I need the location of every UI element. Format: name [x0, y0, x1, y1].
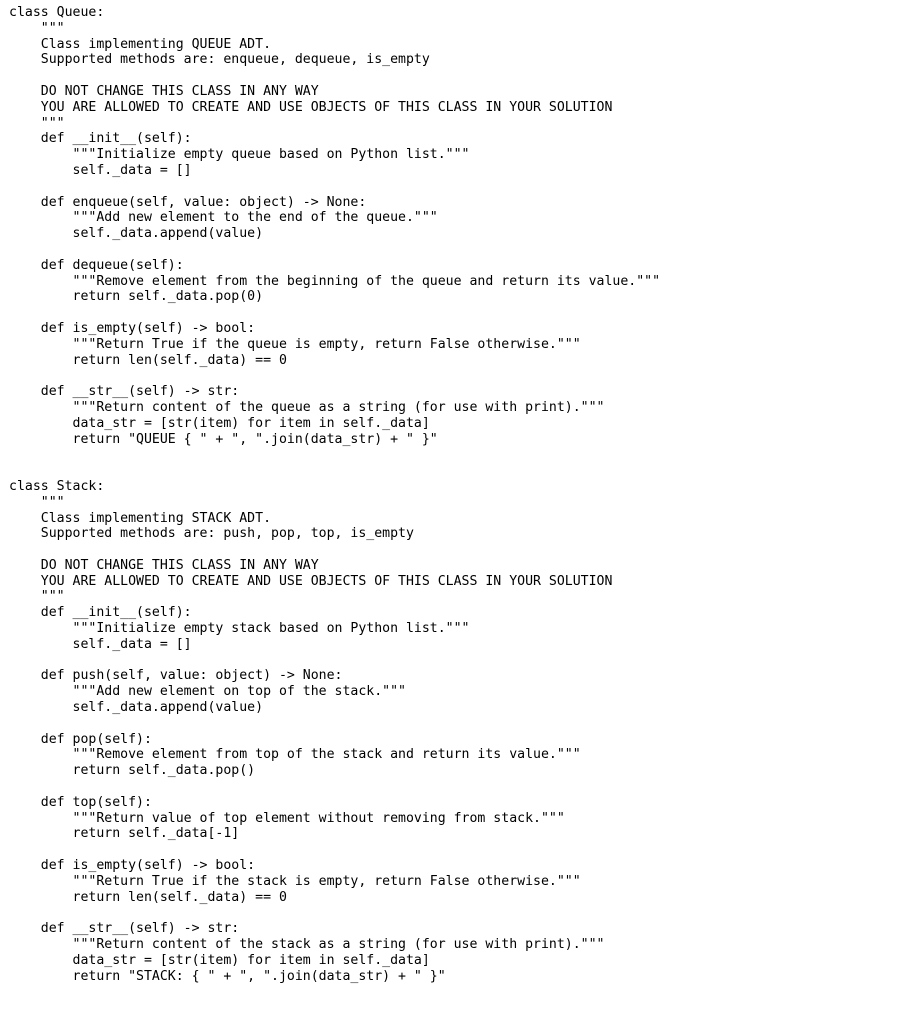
- code-line: return self._data.pop(0): [9, 289, 264, 305]
- code-line: [9, 716, 909, 732]
- code-line: self._data = []: [9, 636, 192, 652]
- code-line: def __init__(self):: [9, 131, 192, 147]
- code-line: Class implementing STACK ADT.: [9, 510, 272, 526]
- code-line: def dequeue(self):: [9, 257, 184, 273]
- code-line: """Return True if the stack is empty, return False otherwise.""": [9, 873, 581, 889]
- code-line: [9, 447, 909, 463]
- code-line: return self._data.pop(): [9, 763, 256, 779]
- code-line: """Remove element from the beginning of the queue and return its value.""": [9, 273, 661, 289]
- code-line: """Return content of the stack as a string (for use with print).""": [9, 937, 605, 953]
- code-line: self._data.append(value): [9, 226, 264, 242]
- code-line: def is_empty(self) -> bool:: [9, 320, 256, 336]
- code-line: """: [9, 20, 65, 36]
- code-line: def is_empty(self) -> bool:: [9, 858, 256, 874]
- code-line: """: [9, 589, 65, 605]
- code-line: [9, 463, 909, 479]
- code-line: Supported methods are: push, pop, top, is_empty: [9, 526, 414, 542]
- code-line: def push(self, value: object) -> None:: [9, 668, 343, 684]
- code-line: """Add new element on top of the stack.""": [9, 684, 406, 700]
- code-line: """Return True if the queue is empty, return False otherwise.""": [9, 336, 581, 352]
- code-line: [9, 542, 909, 558]
- code-line: def pop(self):: [9, 731, 152, 747]
- code-line: [9, 842, 909, 858]
- code-line: data_str = [str(item) for item in self._data]: [9, 952, 430, 968]
- code-line: """Return value of top element without removing from stack.""": [9, 810, 565, 826]
- code-line: def __str__(self) -> str:: [9, 921, 240, 937]
- code-line: [9, 242, 909, 258]
- code-line: """Initialize empty queue based on Python list.""": [9, 147, 470, 163]
- code-line: [9, 905, 909, 921]
- code-line: DO NOT CHANGE THIS CLASS IN ANY WAY: [9, 557, 319, 573]
- code-document: [9, 5, 909, 984]
- code-line: return self._data[-1]: [9, 826, 240, 842]
- code-line: return "QUEUE { " + ", ".join(data_str) + " }": [9, 431, 438, 447]
- code-line: class Queue:: [9, 5, 105, 20]
- code-line: YOU ARE ALLOWED TO CREATE AND USE OBJECTS OF THIS CLASS IN YOUR SOLUTION: [9, 99, 613, 115]
- code-line: [9, 368, 909, 384]
- code-line: """Initialize empty stack based on Python list.""": [9, 621, 470, 637]
- code-line: """Add new element to the end of the queue.""": [9, 210, 438, 226]
- code-line: DO NOT CHANGE THIS CLASS IN ANY WAY: [9, 83, 319, 99]
- code-line: def __init__(self):: [9, 605, 192, 621]
- code-line: class Stack:: [9, 478, 105, 494]
- code-line: [9, 305, 909, 321]
- code-line: Supported methods are: enqueue, dequeue, is_empty: [9, 52, 430, 68]
- code-line: self._data.append(value): [9, 700, 264, 716]
- code-line: def enqueue(self, value: object) -> None:: [9, 194, 367, 210]
- code-line: [9, 779, 909, 795]
- code-line: def __str__(self) -> str:: [9, 384, 240, 400]
- code-line: return "STACK: { " + ", ".join(data_str) + " }": [9, 968, 446, 984]
- code-line: [9, 653, 909, 669]
- code-line: return len(self._data) == 0: [9, 352, 287, 368]
- code-line: def top(self):: [9, 794, 152, 810]
- code-line: self._data = []: [9, 162, 192, 178]
- code-line: """: [9, 115, 65, 131]
- code-line: """: [9, 494, 65, 510]
- code-line: YOU ARE ALLOWED TO CREATE AND USE OBJECTS OF THIS CLASS IN YOUR SOLUTION: [9, 573, 613, 589]
- code-line: [9, 179, 909, 195]
- code-line: Class implementing QUEUE ADT.: [9, 36, 272, 52]
- code-line: data_str = [str(item) for item in self._data]: [9, 415, 430, 431]
- code-line: [9, 68, 909, 84]
- code-line: """Return content of the queue as a string (for use with print).""": [9, 399, 605, 415]
- code-line: return len(self._data) == 0: [9, 889, 287, 905]
- code-line: """Remove element from top of the stack and return its value.""": [9, 747, 581, 763]
